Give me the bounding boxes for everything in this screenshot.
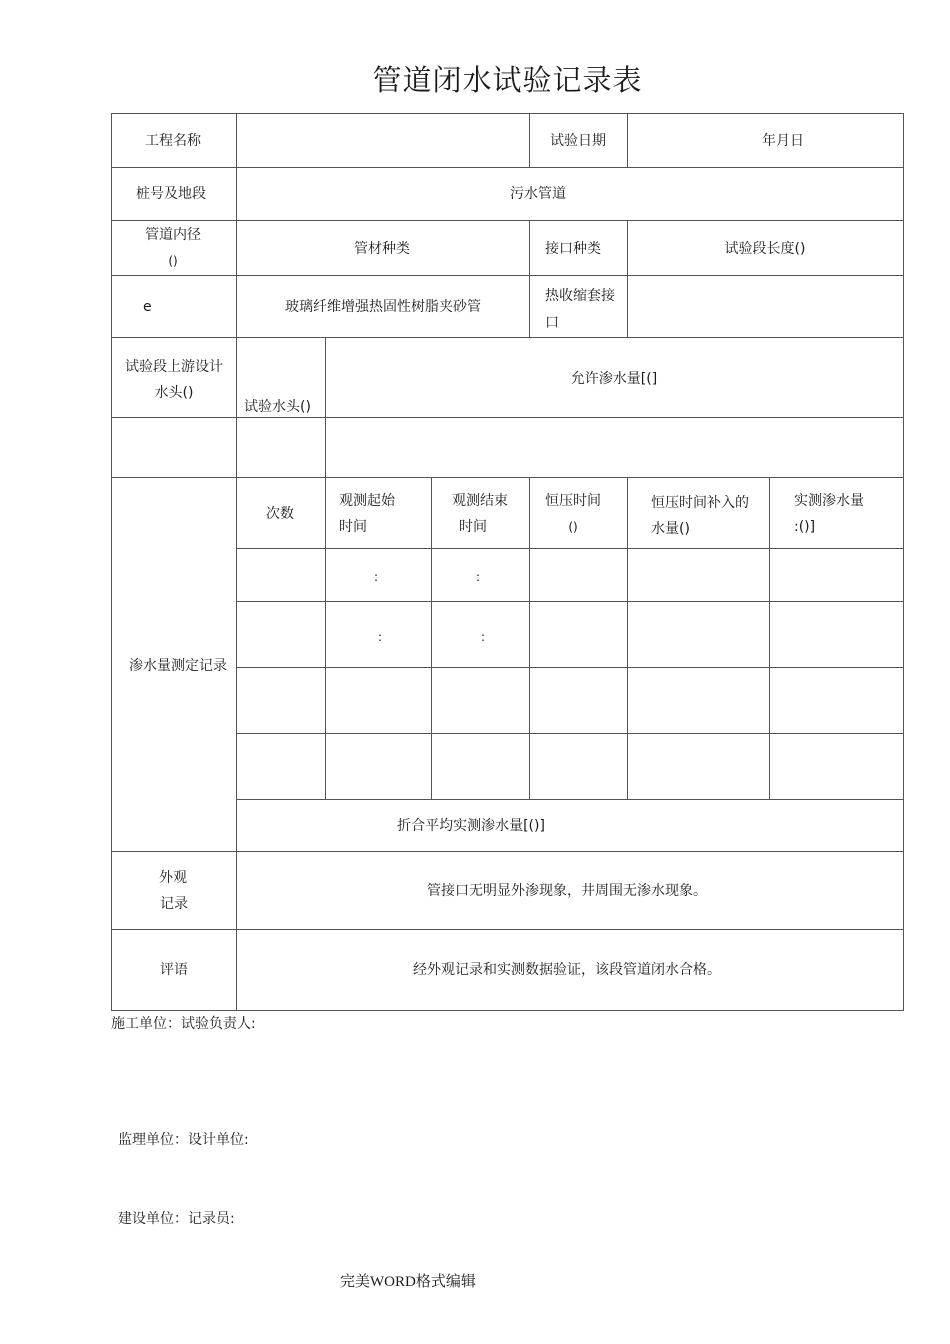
measured-seepage-header: 实测渗水量 [794,493,864,509]
joint-value-line1: 热收缩套接 [545,288,615,304]
end-time-header: 观测结束 [452,493,508,509]
row1-start-time: : [373,570,379,584]
page-title: 管道闭水试验记录表 [372,63,643,97]
measured-seepage-unit: :()] [794,519,816,535]
length-label: 试验段长度() [724,241,806,257]
comment-label: 评语 [160,962,188,978]
allow-seepage-label: 允许渗水量[(] [570,371,658,387]
supply-water-header-2: 水量() [651,521,690,537]
inner-diameter-label: 管道内径 [145,227,201,243]
upstream-head-label: 试验段上游设计 [125,359,223,375]
upstream-head-unit: 水头() [154,385,194,401]
joint-label: 接口种类 [545,241,601,257]
constant-pressure-header: 恒压时间 [545,493,601,509]
row1-end-time: : [475,570,481,584]
material-label: 管材种类 [354,241,410,257]
row2-start-time: : [377,630,383,644]
joint-value-line2: 口 [545,315,559,331]
test-date-value: 年月日 [762,133,804,149]
project-name-label: 工程名称 [145,133,201,149]
station-label: 桩号及地段 [136,186,206,202]
test-head-label: 试验水头() [244,399,311,415]
test-date-label: 试验日期 [550,133,606,149]
comment-value: 经外观记录和实测数据验证，该段管道闭水合格。 [413,962,721,978]
average-seepage-label: 折合平均实测渗水量[()] [397,818,545,834]
diameter-value: e [143,299,152,315]
start-time-header: 观测起始 [339,493,395,509]
appearance-label-2: 记录 [160,896,188,912]
material-value: 玻璃纤维增强热固性树脂夹砂管 [285,299,481,315]
pipe-type-value: 污水管道 [510,186,566,202]
inner-diameter-unit: () [168,254,178,268]
supervision-unit-line: 监理单位：设计单位: [118,1132,249,1148]
supply-water-header: 恒压时间补入的 [651,495,749,511]
footer-note: 完美WORD格式编辑 [340,1274,476,1290]
construction-unit-line: 施工单位：试验负责人: [111,1016,256,1032]
constant-pressure-unit: () [568,520,578,534]
seepage-section-label: 渗水量测定记录 [129,658,227,674]
appearance-label: 外观 [159,870,187,886]
appearance-value: 管接口无明显外渗现象，井周围无渗水现象。 [427,883,707,899]
end-time-header-2: 时间 [459,519,487,535]
row2-end-time: : [480,630,486,644]
start-time-header-2: 时间 [339,519,367,535]
count-header: 次数 [266,506,294,522]
owner-unit-line: 建设单位：记录员: [118,1211,235,1227]
